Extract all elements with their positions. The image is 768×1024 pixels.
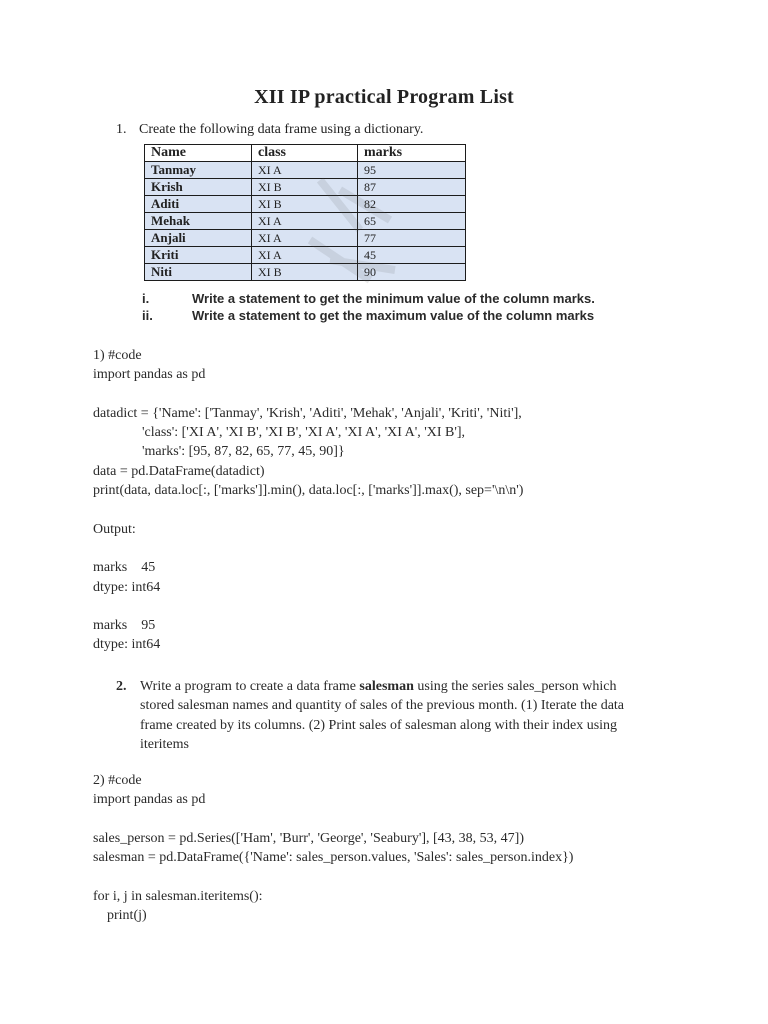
page-title: XII IP practical Program List — [254, 86, 514, 108]
subquestion-ii — [142, 308, 594, 323]
marks-table — [144, 144, 466, 281]
bold-term: salesman — [359, 679, 414, 694]
code-line: for i, j in salesman.iteritems(): — [93, 888, 263, 904]
code-line: marks 45 — [93, 560, 156, 576]
table-cell: XI B — [252, 196, 358, 213]
code-line: 1) #code — [93, 348, 142, 363]
code-line: dtype: int64 — [93, 579, 161, 595]
question-2-number: 2. — [116, 679, 127, 694]
question-1-text: Create the following data frame using a dictionary. — [139, 122, 424, 137]
code-line — [93, 539, 523, 558]
table-row — [145, 179, 466, 196]
table-cell: XI A — [252, 213, 358, 230]
table-cell: 45 — [358, 247, 466, 264]
table-cell: Niti — [145, 264, 252, 281]
code-line — [93, 867, 573, 886]
table-cell: Aditi — [145, 196, 252, 213]
text-span: iteritems — [140, 736, 189, 752]
question-1 — [116, 122, 423, 138]
code-line: salesman = pd.DataFrame({'Name': sales_person.values, 'Sales': sales_person.index}) — [93, 850, 574, 866]
code-line — [93, 810, 573, 829]
code-line — [93, 597, 523, 616]
table-cell: Tanmay — [145, 162, 252, 179]
table-cell: XI B — [252, 264, 358, 281]
table-header-row — [145, 145, 466, 162]
code-line: 'class': ['XI A', 'XI B', 'XI B', 'XI A', 'XI A', 'XI A', 'XI B'], — [93, 425, 466, 441]
table-cell: 82 — [358, 196, 466, 213]
code-line: print(data, data.loc[:, ['marks']].min(), data.loc[:, ['marks']].max(), sep='\n\n') — [93, 483, 524, 499]
code-line: datadict = {'Name': ['Tanmay', 'Krish', 'Aditi', 'Mehak', 'Anjali', 'Kriti', 'Niti'], — [93, 405, 522, 421]
code-line: import pandas as pd — [93, 792, 206, 808]
code-block-1 — [93, 346, 523, 655]
table-cell: 95 — [358, 162, 466, 179]
subquestion-i — [142, 291, 595, 306]
table-row — [145, 230, 466, 247]
question-2-text — [140, 677, 700, 754]
code-line: 'marks': [95, 87, 82, 65, 77, 45, 90]} — [93, 444, 345, 460]
table-cell: XI A — [252, 247, 358, 264]
table-cell: Krish — [145, 179, 252, 196]
question-2-line — [140, 716, 700, 735]
code-line: dtype: int64 — [93, 637, 161, 653]
subquestion-number: i. — [142, 291, 150, 306]
text-span: frame created by its columns. (2) Print sales of salesman along with their index using — [140, 717, 618, 733]
table-cell: 90 — [358, 264, 466, 281]
table-header: Name — [145, 145, 252, 162]
table-cell: Mehak — [145, 213, 252, 230]
table-cell: 77 — [358, 230, 466, 247]
question-2-line — [140, 735, 700, 754]
code-line — [93, 385, 523, 404]
table-row — [145, 213, 466, 230]
code-line: import pandas as pd — [93, 367, 206, 383]
table-cell: 65 — [358, 213, 466, 230]
code-line — [93, 500, 523, 519]
code-line: 2) #code — [93, 773, 142, 788]
question-2-line — [140, 677, 700, 696]
table-header: class — [252, 145, 358, 162]
code-line: data = pd.DataFrame(datadict) — [93, 463, 265, 479]
text-span: Write a program to create a data frame — [140, 679, 360, 694]
table-cell: XI B — [252, 179, 358, 196]
code-line: Output: — [93, 521, 136, 537]
question-1-number: 1. — [116, 122, 127, 137]
code-line: print(j) — [93, 908, 147, 924]
code-line: marks 95 — [93, 618, 156, 634]
table-cell: XI A — [252, 230, 358, 247]
table-cell: 87 — [358, 179, 466, 196]
table-cell: XI A — [252, 162, 358, 179]
table-row — [145, 196, 466, 213]
table-cell: Anjali — [145, 230, 252, 247]
table-cell: Kriti — [145, 247, 252, 264]
code-block-2 — [93, 771, 573, 925]
question-2-line — [140, 696, 700, 715]
table-row — [145, 162, 466, 179]
text-span: stored salesman names and quantity of sales of the previous month. (1) Iterate the data — [140, 698, 625, 714]
subquestion-number: ii. — [142, 308, 153, 323]
table-header: marks — [358, 145, 466, 162]
subquestion-text: Write a statement to get the maximum value of the column marks — [192, 308, 595, 323]
text-span: using the series sales_person which — [413, 679, 617, 694]
table-row — [145, 264, 466, 281]
table-row — [145, 247, 466, 264]
code-line: sales_person = pd.Series(['Ham', 'Burr', 'George', 'Seabury'], [43, 38, 53, 47]) — [93, 830, 524, 846]
subquestion-text: Write a statement to get the minimum value of the column marks. — [192, 291, 595, 306]
